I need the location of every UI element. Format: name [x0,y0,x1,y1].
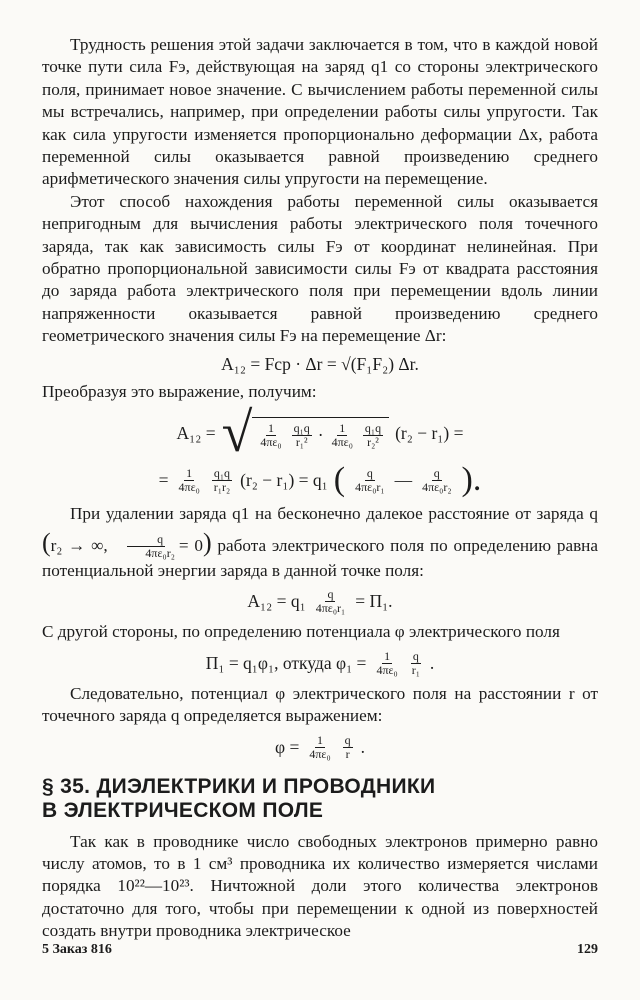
equation-work-simplified: = $\frac{1}{\text{4πε₀}}$ $\frac{\text{q₁q}}{\text{r₁r₂}}$ (r₂ − r₁) = q₁ ( $\frac{q}{\text{4πε₀r₁}}$ — $\frac{q}{\text{4πε₀r₂}}$ ). [158,461,482,499]
fraction-q-over-r1: $\frac{q}{\text{4πε₀r₁}}$ [355,465,385,494]
fraction-coulomb-1: $\frac{1}{\text{4πε₀}}$ [260,421,282,450]
section-title-line1: § 35. ДИЭЛЕКТРИКИ И ПРОВОДНИКИ [42,774,436,798]
eq2-rhs: (r₂ − r₁) = [395,422,464,443]
equation-potential-phi1: П₁ = q₁φ₁, откуда φ₁ = $\frac{1}{\text{4πε₀}}$ $\frac{q}{\text{r₁}}$ . [205,648,435,677]
section-title-line2: В ЭЛЕКТРИЧЕСКОМ ПОЛЕ [42,798,324,822]
equation-mean-geometric-work: A₁₂ = Fср · Δr = √(F₁F₂) Δr. [221,353,419,374]
fraction-q-over-r1-phi: $\frac{q}{\text{r₁}}$ [411,648,420,677]
section-heading [42,775,598,823]
fraction-q1q-r1sq: $\frac{\text{q₁q}}{\text{r₁²}}$ [293,421,310,450]
paragraph-transform: Преобразуя это выражение, получим: [42,381,317,401]
fraction-coulomb-5: $\frac{1}{\text{4πε₀}}$ [309,732,331,761]
page-number: 129 [577,942,598,957]
eq2-lhs: A₁₂ = [176,422,216,443]
fraction-coulomb-3: $\frac{1}{\text{4πε₀}}$ [178,465,200,494]
paragraph-potential-definition: С другой стороны, по определению потенциала φ электрического поля [42,622,560,642]
radical-sign: √ [221,402,253,465]
fraction-q-over-r2-limit: $\frac{q}{\text{4πε₀r₂}}$ [115,533,176,560]
fraction-q-over-r2: $\frac{q}{\text{4πε₀r₂}}$ [422,465,452,494]
fraction-q-over-r: $\frac{q}{r}$ [344,732,351,761]
fraction-q1q-r2sq: $\frac{\text{q₁q}}{\text{r₂²}}$ [364,421,382,450]
fraction-coulomb-4: $\frac{1}{\text{4πε₀}}$ [376,648,398,677]
paragraph-nonlinear-force: Этот способ нахождения работы переменной силы оказывается непригодным для вычисления работы электрического поля точечного заряда, так как зависимость силы Fэ от координат нелинейная. При обратно пропорциональной зависимости силы Fэ от квадрата расстояния до заряда работа электрического поля при перемещении вдоль линии напряженности оказывается равной произведению среднего геометрического значения силы Fэ на перемещение Δr: [42,191,598,346]
equation-potential-energy: A₁₂ = q₁ $\frac{q}{\text{4πε₀r₁}}$ = П₁. [247,587,393,616]
fraction-q1q-r1r2: $\frac{\text{q₁q}}{\text{r₁r₂}}$ [213,465,231,494]
sqrt-expression [221,402,390,465]
footer-signature: 5 Заказ 816 [42,942,112,957]
paragraph-conductors: Так как в проводнике число свободных электронов примерно равно числу атомов, то в 1 см³ проводника их количество измеряется числами порядка 10²²—10²³. Ничтожной доли этого количества электронов достаточно для того, чтобы при перемещении к одной из поверхностей создать внутри проводника электрическое [42,831,598,941]
fraction-coulomb-2: $\frac{1}{\text{4πε₀}}$ [331,421,353,450]
equation-work-sqrt [42,402,598,465]
radicand: $\frac{1}{\text{4πε₀}}$ $\frac{\text{q₁q}}{\text{r₁²}}$ · $\frac{1}{\text{4πε₀}}$ $\frac{\text{q₁q}}{\text{r₂²}}$ [252,417,389,449]
equation-potential-phi: φ = $\frac{1}{\text{4πε₀}}$ $\frac{q}{r}$ . [274,732,365,761]
page-content [42,34,598,943]
fraction-q-over-r1-energy: $\frac{q}{\text{4πε₀r₁}}$ [315,587,346,616]
paragraph-infinite-distance: При удалении заряда q1 на бесконечно далекое расстояние от заряда q (r₂ → ∞, $\frac{q}{\text{4πε₀r₂}}$ = 0) работа электрического поля по определению равна потенциальной энергии заряда в данной точке поля: [42,504,599,581]
paragraph-potential-point-charge: Следовательно, потенциал φ электрического поля на расстоянии r от точечного заряда q определяется выражением: [42,683,598,726]
paragraph-work-difficulty: Трудность решения этой задачи заключается в том, что в каждой новой точке пути сила Fэ, действующая на заряд q1 со стороны электрического поля, принимает новое значение. С вычислением работы переменной силы мы встречались, например, при определении работы силы упругости. Так как сила упругости изменяется пропорционально деформации Δx, работа переменной силы оказывается равной произведению среднего арифметического значения силы упругости на перемещение. [42,35,598,189]
